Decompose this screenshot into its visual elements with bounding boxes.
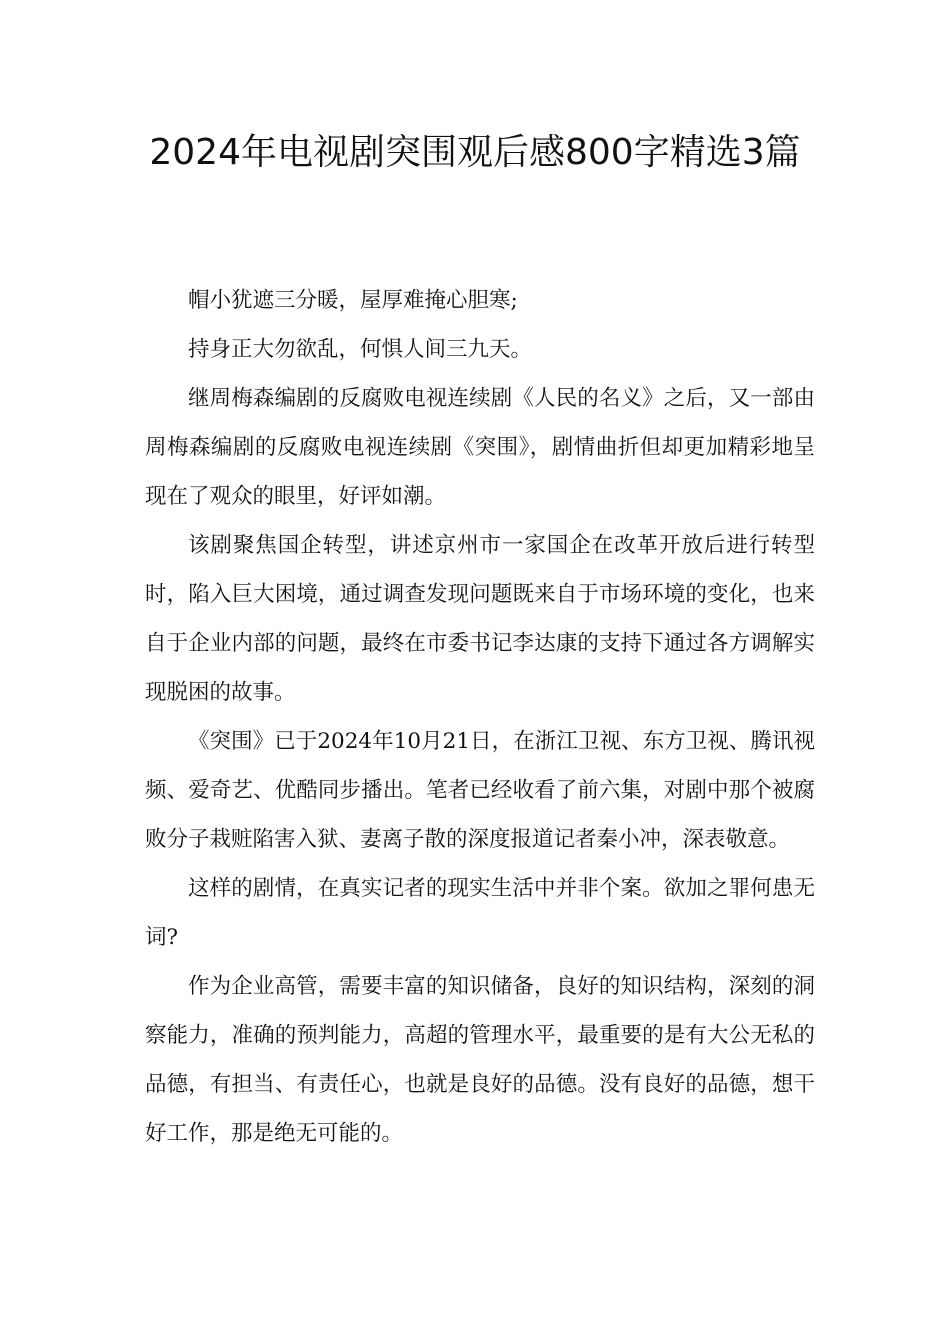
document-title: 2024年电视剧突围观后感800字精选3篇 bbox=[149, 132, 801, 173]
document-body bbox=[145, 276, 815, 1158]
paragraph: 继周梅森编剧的反腐败电视连续剧《人民的名义》之后，又一部由周梅森编剧的反腐败电视连续剧《突围》，剧情曲折但却更加精彩地呈现在了观众的眼里，好评如潮。 bbox=[145, 386, 815, 509]
paragraph: 持身正大勿欲乱，何惧人间三九天。 bbox=[188, 337, 533, 362]
paragraph: 这样的剧情，在真实记者的现实生活中并非个案。欲加之罪何患无词? bbox=[145, 876, 815, 950]
paragraph: 《突围》已于2024年10月21日，在浙江卫视、东方卫视、腾讯视频、爱奇艺、优酷同步播出。笔者已经收看了前六集，对剧中那个被腐败分子栽赃陷害入狱、妻离子散的深度报道记者秦小冲，深表敬意。 bbox=[145, 729, 815, 852]
paragraph: 帽小犹遮三分暖，屋厚难掩心胆寒; bbox=[188, 288, 518, 313]
paragraph: 该剧聚焦国企转型，讲述京州市一家国企在改革开放后进行转型时，陷入巨大困境，通过调查发现问题既来自于市场环境的变化，也来自于企业内部的问题，最终在市委书记李达康的支持下通过各方调解实现脱困的故事。 bbox=[145, 533, 815, 705]
paragraph: 作为企业高管，需要丰富的知识储备，良好的知识结构，深刻的洞察能力，准确的预判能力，高超的管理水平，最重要的是有大公无私的品德，有担当、有责任心，也就是良好的品德。没有良好的品德，想干好工作，那是绝无可能的。 bbox=[145, 974, 815, 1146]
